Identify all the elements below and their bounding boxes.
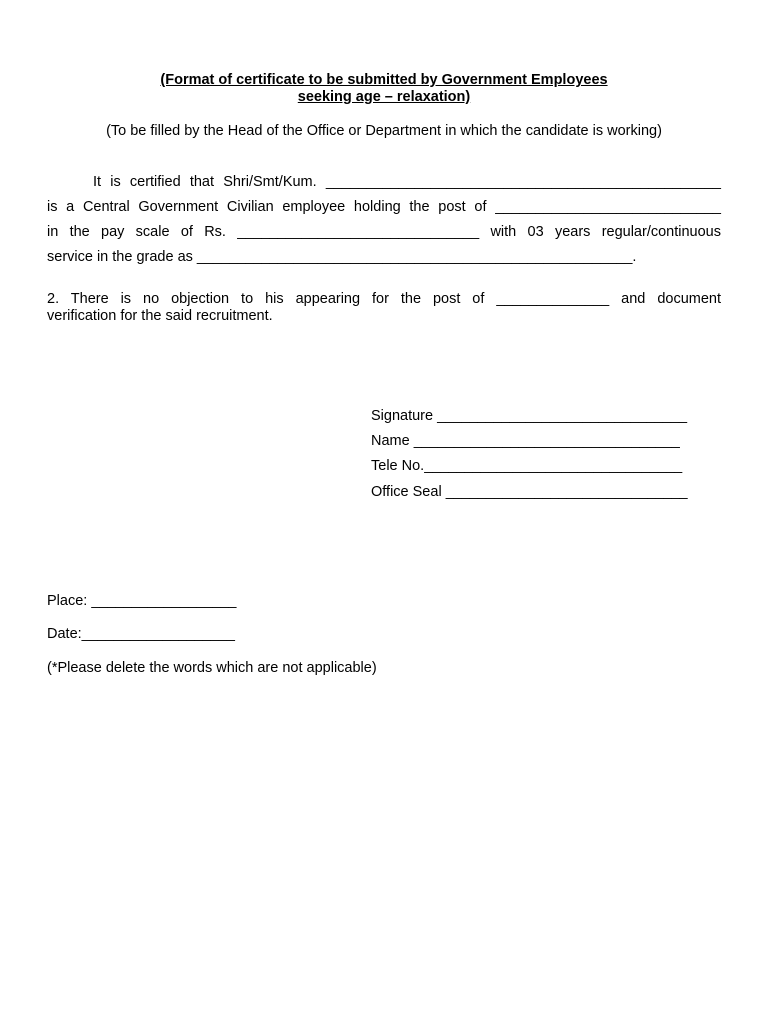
date-field: Date:___________________ [47, 626, 235, 642]
certified-name-line: It is certified that Shri/Smt/Kum. _________________________________________________ [93, 174, 721, 190]
tele-no-field: Tele No.________________________________ [371, 458, 683, 474]
certificate-title-line-1: (Format of certificate to be submitted by Government Employees [160, 72, 608, 88]
verification-line: verification for the said recruitment. [47, 308, 273, 324]
certificate-instruction: (To be filled by the Head of the Office or Department in which the candidate is working) [106, 123, 662, 139]
grade-line: service in the grade as ______________________________________________________. [47, 249, 637, 265]
place-field: Place: __________________ [47, 593, 237, 609]
signature-field: Signature _______________________________ [371, 408, 688, 424]
no-objection-line: 2. There is no objection to his appearing for the post of ______________ and document [47, 291, 721, 307]
certificate-title-line-2: seeking age – relaxation) [297, 89, 471, 105]
applicability-note: (*Please delete the words which are not applicable) [47, 660, 377, 676]
office-seal-field: Office Seal ______________________________ [371, 484, 688, 500]
pay-scale-line: in the pay scale of Rs. ______________________________ with 03 years regular/continuous [47, 224, 721, 240]
post-held-line: is a Central Government Civilian employee holding the post of ____________________________ [47, 199, 721, 215]
name-field: Name _________________________________ [371, 433, 680, 449]
